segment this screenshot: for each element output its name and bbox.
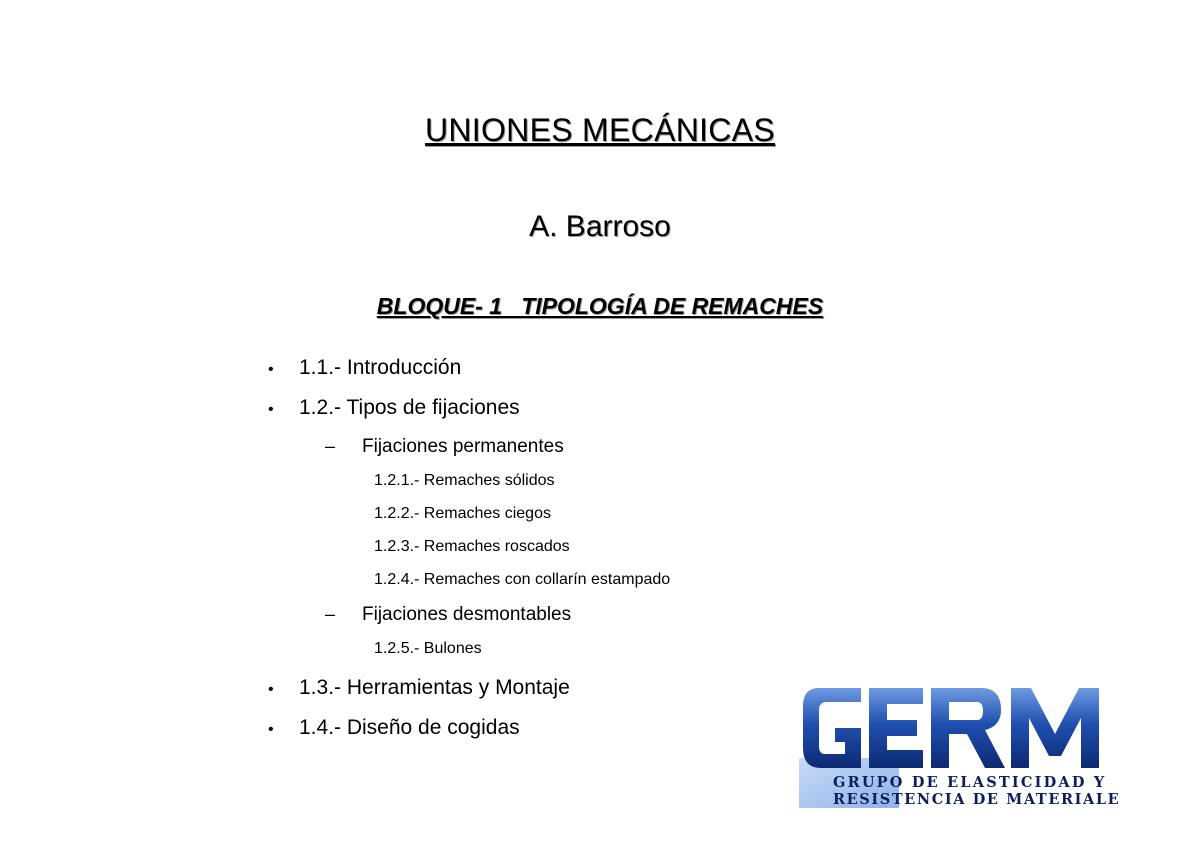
outline-subsubitem: 1.2.5.- Bulones: [374, 640, 482, 657]
outline-item: 1.4.- Diseño de cogidas: [299, 716, 520, 739]
outline-subsubitem: 1.2.4.- Remaches con collarín estampado: [374, 571, 671, 588]
block-title: BLOQUE- 1 TIPOLOGÍA DE REMACHES: [376, 293, 824, 319]
outline-subsubitem: 1.2.3.- Remaches roscados: [374, 538, 570, 555]
bullet-icon: •: [268, 361, 274, 378]
outline-subsubitem: 1.2.1.- Remaches sólidos: [374, 472, 555, 489]
author-name: A. Barroso: [529, 210, 671, 243]
outline-item: 1.2.- Tipos de fijaciones: [299, 396, 520, 419]
bullet-icon: •: [268, 721, 274, 738]
outline-subitem: Fijaciones desmontables: [362, 604, 572, 625]
bullet-icon: •: [268, 401, 274, 418]
document-title: UNIONES MECÁNICAS: [424, 112, 776, 148]
germ-logo: [799, 684, 1119, 808]
outline-subsubitem: 1.2.2.- Remaches ciegos: [374, 505, 551, 522]
dash-icon: –: [325, 436, 336, 456]
outline-item: 1.3.- Herramientas y Montaje: [299, 676, 570, 699]
logo-line2: RESISTENCIA DE MATERIALES: [833, 791, 1119, 808]
outline-item: 1.1.- Introducción: [299, 356, 462, 379]
outline-subitem: Fijaciones permanentes: [362, 436, 564, 457]
logo-line1: GRUPO DE ELASTICIDAD Y: [833, 774, 1107, 791]
dash-icon: –: [325, 604, 336, 624]
bullet-icon: •: [268, 681, 274, 698]
